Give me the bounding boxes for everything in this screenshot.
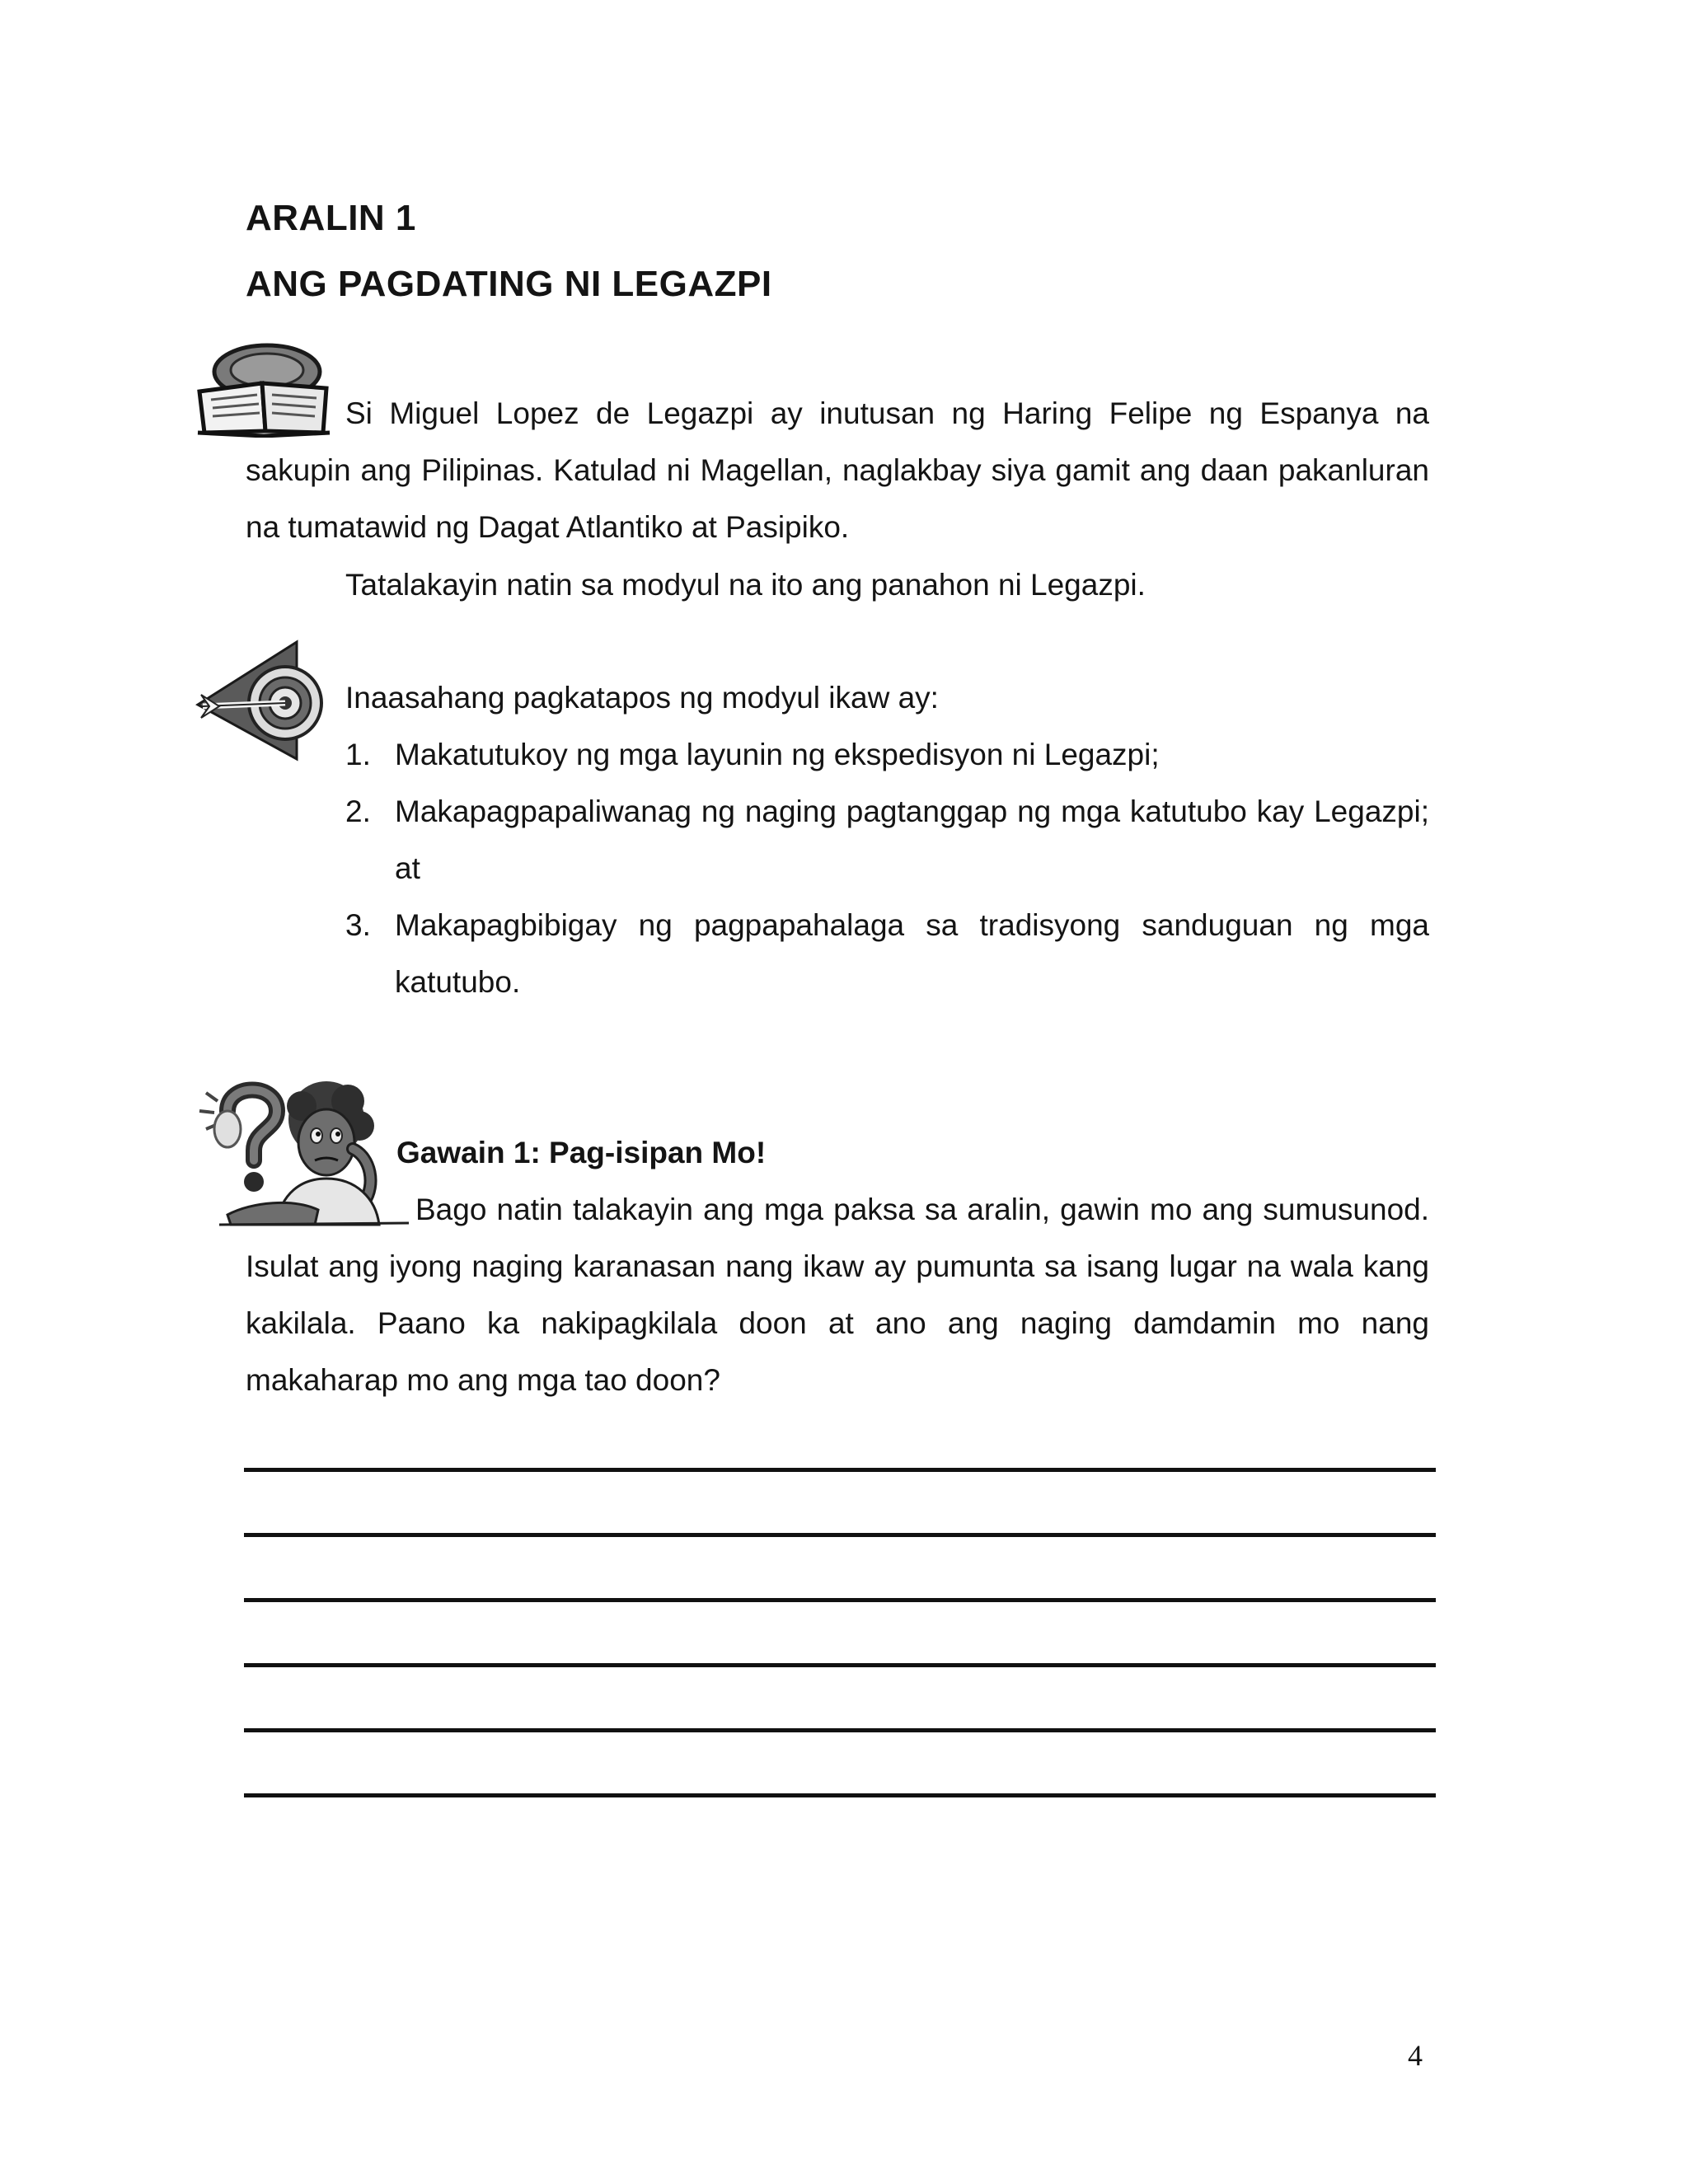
list-item bbox=[345, 897, 1429, 1010]
activity-text-content: Bago natin talakayin ang mga paksa sa aralin, gawin mo ang sumusunod. Isulat ang iyong naging karanasan nang ikaw ay pumunta sa isang lugar na wala kang kakilala. Paano ka nakipagkilala doon at ano ang naging damdamin mo nang makaharap mo ang mga tao doon? bbox=[246, 1193, 1429, 1397]
lesson-number: ARALIN 1 bbox=[246, 198, 416, 238]
list-item-text: Makatutukoy ng mga layunin ng ekspedisyon ni Legazpi; bbox=[395, 738, 1160, 771]
list-item-text: Makapagbibigay ng pagpapahalaga sa tradisyong sanduguan ng mga katutubo. bbox=[395, 908, 1429, 999]
list-item-number: 1. bbox=[345, 738, 371, 771]
target-icon bbox=[195, 639, 323, 762]
answer-line[interactable] bbox=[244, 1663, 1436, 1667]
objectives-list bbox=[345, 726, 1429, 1010]
answer-line[interactable] bbox=[244, 1793, 1436, 1797]
page-number: 4 bbox=[1408, 2039, 1423, 2072]
objectives-heading: Inaasahang pagkatapos ng modyul ikaw ay: bbox=[345, 681, 939, 715]
intro-paragraph-2: Tatalakayin natin sa modyul na ito ang panahon ni Legazpi. bbox=[345, 568, 1146, 602]
intro-paragraph: Si Miguel Lopez de Legazpi ay inutusan ng Haring Felipe ng Espanya na sakupin ang Pilipinas. Katulad ni Magellan, naglakbay siya gamit ang daan pakanluran na tumatawid ng Dagat Atlantiko at Pasipiko. bbox=[246, 396, 1429, 544]
answer-line[interactable] bbox=[244, 1598, 1436, 1602]
activity-text bbox=[246, 1181, 1429, 1408]
list-item-number: 2. bbox=[345, 794, 371, 828]
list-item bbox=[345, 726, 1429, 783]
activity-title: Gawain 1: Pag-isipan Mo! bbox=[396, 1136, 767, 1169]
lesson-title: ANG PAGDATING NI LEGAZPI bbox=[246, 264, 772, 304]
answer-line[interactable] bbox=[244, 1468, 1436, 1472]
answer-line[interactable] bbox=[244, 1728, 1436, 1732]
list-item bbox=[345, 783, 1429, 897]
list-item-number: 3. bbox=[345, 908, 371, 942]
list-item-text: Makapagpapaliwanag ng naging pagtanggap ng mga katutubo kay Legazpi; at bbox=[395, 794, 1429, 885]
answer-line[interactable] bbox=[244, 1533, 1436, 1537]
